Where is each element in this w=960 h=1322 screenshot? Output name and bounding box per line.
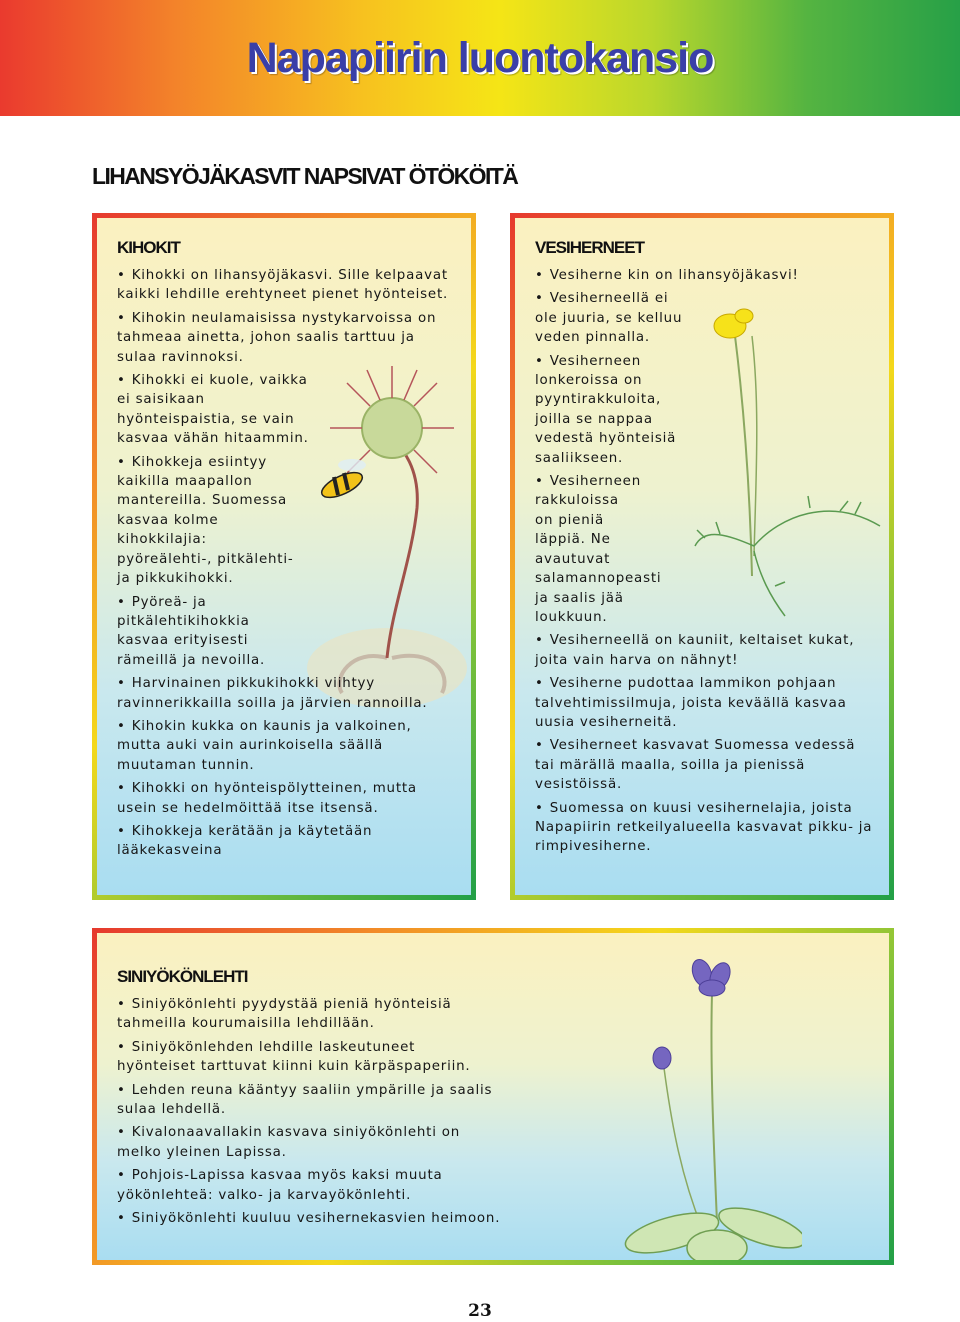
list-item: • Vesiherneellä ei ole juuria, se kelluu veden pinnalla. (535, 289, 695, 347)
list-item: • Vesiherneet kasvavat Suomessa vedessä tai märällä maalla, soilla ja pienissä vesistöissä. (535, 736, 865, 794)
list-item: • Siniyökönlehti pyydystää pieniä hyönteisiä tahmeilla kourumaisilla lehdillään. (117, 995, 472, 1034)
list-item: • Kihokkeja kerätään ja käytetään lääkekasveina (117, 822, 437, 861)
list-item: • Kihokki on lihansyöjäkasvi. Sille kelpaavat kaikki lehdille erehtyneet pienet hyönteiset. (117, 266, 452, 305)
list-item: • Kihokin kukka on kaunis ja valkoinen, mutta auki vain aurinkoisella säällä muutaman tunnin. (117, 717, 437, 775)
section-heading: LIHANSYÖJÄKASVIT NAPSIVAT ÖTÖKÖITÄ (92, 163, 518, 189)
list-item: • Pyöreä- ja pitkälehtikihokkia kasvaa erityisesti rämeillä ja nevoilla. (117, 593, 282, 671)
title-banner (0, 0, 960, 116)
list-item: • Siniyökönlehti kuuluu vesihernekasvien heimoon. (117, 1209, 537, 1228)
butterwort-illustration (602, 948, 802, 1265)
list-item: • Kivalonaavallakin kasvava siniyökönlehti on melko yleinen Lapissa. (117, 1123, 482, 1162)
list-item: • Harvinainen pikkukihokki viihtyy ravinnerikkailla soilla ja järvien rannoilla. (117, 674, 452, 713)
list-item: • Kihokin neulamaisissa nystykarvoissa on tahmeaa ainetta, johon saalis tarttuu ja sulaa ravinnoksi. (117, 309, 452, 367)
list-item: • Kihokkeja esiintyy kaikilla maapallon mantereilla. Suomessa kasvaa kolme kihokkilajia: pyöreälehti-, pitkälehti- ja pikkukihokki. (117, 453, 302, 589)
list-item: • Pohjois-Lapissa kasvaa myös kaksi muuta yökönlehteä: valko- ja karvayökönlehti. (117, 1166, 482, 1205)
page-title: Napapiirin luontokansio (246, 34, 714, 82)
siniyokonlehti-box (92, 928, 894, 1265)
list-item: • Kihokki ei kuole, vaikka ei saisikaan hyönteispaistia, se vain kasvaa vähän hitaammin. (117, 371, 322, 449)
kihokit-title: KIHOKIT (117, 238, 180, 257)
kihokit-box (92, 213, 476, 900)
list-item: • Vesiherne pudottaa lammikon pohjaan talvehtimissilmuja, joista keväällä kasvaa uusia vesiherneitä. (535, 674, 875, 732)
list-item: • Lehden reuna kääntyy saaliin ympärille ja saalis sulaa lehdellä. (117, 1081, 512, 1120)
kihokit-list (117, 266, 462, 865)
list-item: • Suomessa on kuusi vesihernelajia, joista Napapiirin retkeilyalueella kasvavat pikku- ja rimpivesiherne. (535, 799, 875, 857)
siniyokonlehti-list (117, 995, 537, 1232)
vesiherneet-box (510, 213, 894, 900)
vesiherneet-title: VESIHERNEET (535, 238, 644, 257)
list-item: • Siniyökönlehden lehdille laskeutuneet hyönteiset tarttuvat kiinni kuin kärpäspaperiin. (117, 1038, 482, 1077)
list-item: • Vesiherneen rakkuloissa on pieniä läppiä. Ne avautuvat salamannopeasti ja saalis jää loukkuun. (535, 472, 635, 627)
vesiherneet-list (535, 266, 880, 861)
list-item: • Vesiherneen lonkeroissa on pyyntirakkuloita, joilla se nappaa vedestä hyönteisiä saaliikseen. (535, 352, 695, 468)
siniyokonlehti-title: SINIYÖKÖNLEHTI (117, 967, 248, 986)
page-number: 23 (468, 1301, 492, 1321)
list-item: • Vesiherneellä on kauniit, keltaiset kukat, joita vain harva on nähnyt! (535, 631, 875, 670)
list-item: • Kihokki on hyönteispölytteinen, mutta usein se hedelmöittää itse itsensä. (117, 779, 437, 818)
list-item: • Vesiherne kin on lihansyöjäkasvi! (535, 266, 835, 285)
